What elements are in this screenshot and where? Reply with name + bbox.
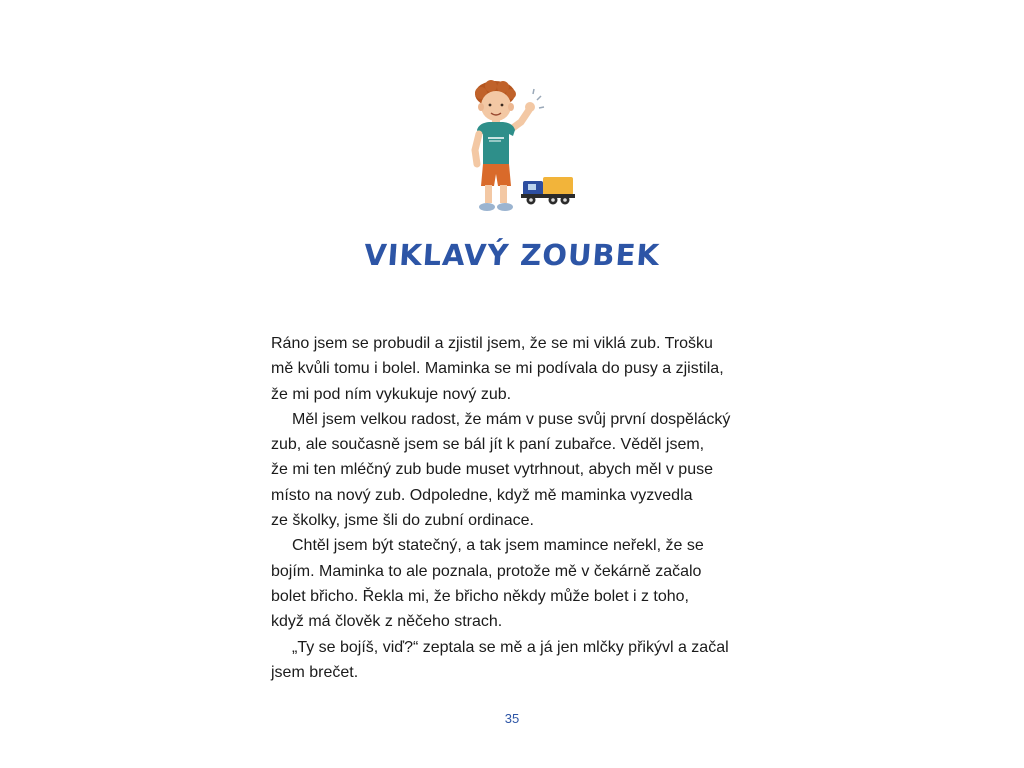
text-line: že mi pod ním vykukuje nový zub. [271, 385, 512, 403]
text-line: zub, ale současně jsem se bál jít k paní zubařce. Věděl jsem, [271, 436, 705, 454]
text-line: Chtěl jsem být statečný, a tak jsem mamince neřekl, že se [292, 537, 704, 555]
paragraph [271, 635, 771, 686]
text-line: že mi ten mléčný zub bude muset vytrhnout, abych měl v puse [271, 461, 713, 479]
text-line: ze školky, jsme šli do zubní ordinace. [271, 512, 534, 530]
boy-waving-with-toy-truck-icon [455, 78, 585, 218]
chapter-title: VIKLAVÝ ZOUBEK [362, 238, 662, 272]
text-line: bojím. Maminka to ale poznala, protože mě v čekárně začalo [271, 562, 702, 580]
paragraph [271, 533, 771, 634]
story-text [271, 331, 771, 685]
text-line: Ráno jsem se probudil a zjistil jsem, že se mi viklá zub. Trošku [271, 335, 713, 352]
text-line: místo na nový zub. Odpoledne, když mě maminka vyzvedla [271, 486, 693, 504]
text-line: bolet břicho. Řekla mi, že břicho někdy může bolet i z toho, [271, 587, 689, 605]
page-number: 35 [504, 711, 520, 726]
paragraph [271, 331, 771, 407]
text-line: jsem brečet. [271, 663, 359, 681]
text-line: když má člověk z něčeho strach. [271, 613, 503, 631]
text-line: Měl jsem velkou radost, že mám v puse svůj první dospělácký [292, 410, 731, 428]
text-line: „Ty se bojíš, viď?“ zeptala se mě a já jen mlčky přikývl a začal [292, 638, 729, 656]
text-line: mě kvůli tomu i bolel. Maminka se mi podívala do pusy a zjistila, [271, 360, 724, 378]
paragraph [271, 407, 771, 533]
